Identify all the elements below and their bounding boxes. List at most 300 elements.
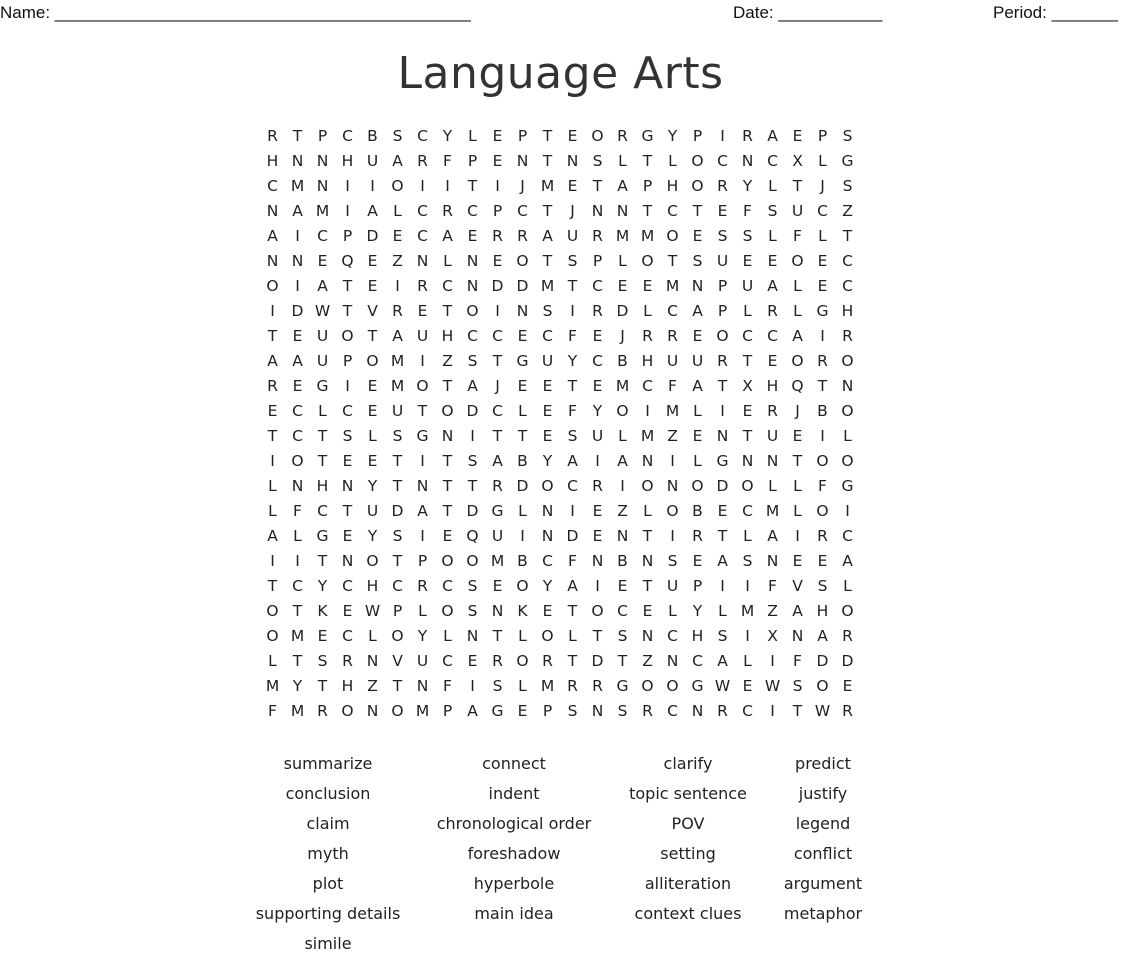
grid-letter: D [466,502,479,520]
grid-row [260,174,860,199]
grid-letter: A [817,627,828,645]
grid-letter: Y [742,177,753,195]
grid-letter: M [640,427,655,445]
grid-letter: S [842,127,853,145]
grid-letter: O [366,552,379,570]
grid-letter: L [743,302,752,320]
grid-letter: B [617,552,628,570]
grid-letter: L [268,477,277,495]
grid-letter: T [342,277,353,295]
grid-letter: E [367,277,378,295]
grid-letter: A [692,302,703,320]
grid-letter: G [316,377,329,395]
grid-letter: G [841,152,854,170]
grid-letter: F [568,327,577,345]
grid-letter: S [717,227,728,245]
grid-letter: I [595,452,600,470]
grid-letter: G [491,702,504,720]
grid-row [260,549,860,574]
grid-letter: C [342,627,353,645]
grid-letter: A [467,702,478,720]
grid-letter: T [617,652,628,670]
grid-row [260,199,860,224]
grid-letter: Z [617,502,628,520]
grid-letter: Y [367,477,378,495]
grid-letter: M [390,352,405,370]
grid-letter: E [617,577,628,595]
grid-letter: N [641,452,654,470]
grid-letter: J [620,327,625,345]
grid-letter: L [518,677,527,695]
grid-letter: C [542,552,553,570]
grid-row [260,349,860,374]
grid-letter: O [816,677,829,695]
grid-letter: N [691,277,704,295]
grid-letter: O [391,702,404,720]
grid-row [260,699,860,724]
grid-letter: S [467,577,478,595]
grid-row [260,624,860,649]
grid-letter: T [392,552,403,570]
grid-letter: S [842,177,853,195]
grid-letter: I [720,577,725,595]
grid-letter: O [266,627,279,645]
grid-letter: O [266,602,279,620]
grid-letter: U [566,227,579,245]
grid-letter: T [692,202,703,220]
grid-letter: T [667,252,678,270]
grid-letter: L [818,227,827,245]
grid-letter: T [792,452,803,470]
grid-letter: O [666,227,679,245]
grid-letter: L [368,427,377,445]
grid-letter: B [817,402,828,420]
grid-letter: T [392,677,403,695]
grid-letter: I [720,402,725,420]
grid-letter: R [817,527,828,545]
grid-letter: R [492,652,503,670]
grid-letter: T [592,627,603,645]
grid-letter: N [516,302,529,320]
grid-letter: M [490,552,505,570]
grid-letter: U [666,577,679,595]
grid-letter: H [441,327,454,345]
grid-letter: C [267,177,278,195]
date-field-label: Date: ___________ [733,3,883,22]
grid-letter: T [317,552,328,570]
grid-letter: E [442,527,453,545]
grid-letter: S [792,677,803,695]
grid-letter: S [617,702,628,720]
grid-letter: H [816,602,829,620]
grid-letter: N [416,477,429,495]
word-list-item: alliteration [644,874,732,893]
grid-letter: B [617,352,628,370]
grid-letter: Z [842,202,853,220]
grid-letter: A [767,527,778,545]
grid-letter: I [820,327,825,345]
grid-letter: A [417,502,428,520]
grid-letter: T [342,502,353,520]
grid-letter: E [592,527,603,545]
grid-letter: S [492,677,503,695]
grid-letter: Y [417,627,428,645]
grid-letter: E [692,327,703,345]
grid-letter: I [570,502,575,520]
grid-letter: N [616,202,629,220]
grid-letter: T [542,152,553,170]
grid-letter: O [691,177,704,195]
grid-letter: C [342,402,353,420]
grid-letter: I [645,402,650,420]
grid-letter: T [442,302,453,320]
grid-letter: E [317,252,328,270]
grid-letter: H [266,152,279,170]
grid-letter: L [618,427,627,445]
grid-letter: B [692,502,703,520]
grid-letter: L [793,302,802,320]
grid-letter: O [691,477,704,495]
grid-letter: E [742,677,753,695]
grid-letter: U [416,327,429,345]
grid-letter: P [542,702,553,720]
grid-letter: T [317,677,328,695]
grid-letter: B [367,127,378,145]
grid-letter: E [792,427,803,445]
grid-letter: E [517,377,528,395]
grid-letter: A [467,377,478,395]
grid-letter: I [420,177,425,195]
grid-letter: R [817,352,828,370]
grid-letter: F [793,227,802,245]
grid-letter: Q [466,527,479,545]
grid-letter: R [317,702,328,720]
word-list-item: myth [307,844,349,863]
grid-letter: M [315,202,330,220]
grid-letter: O [441,552,454,570]
grid-letter: Y [292,677,303,695]
word-list-item: connect [482,754,546,773]
grid-letter: F [568,552,577,570]
grid-letter: M [290,177,305,195]
grid-letter: C [442,577,453,595]
grid-letter: T [717,527,728,545]
grid-letter: P [692,127,703,145]
grid-letter: M [765,502,780,520]
grid-letter: Y [442,127,453,145]
grid-letter: N [791,627,804,645]
grid-letter: W [814,702,831,720]
grid-letter: E [267,402,278,420]
grid-letter: I [520,527,525,545]
grid-letter: O [291,452,304,470]
grid-letter: A [567,577,578,595]
grid-letter: P [692,577,703,595]
grid-letter: I [770,652,775,670]
grid-letter: R [842,702,853,720]
grid-letter: L [268,502,277,520]
grid-letter: O [816,452,829,470]
grid-letter: N [291,152,304,170]
grid-letter: M [615,227,630,245]
grid-letter: O [641,677,654,695]
grid-letter: T [642,202,653,220]
grid-letter: M [540,277,555,295]
grid-letter: R [717,352,728,370]
grid-letter: N [591,202,604,220]
grid-row [260,149,860,174]
grid-letter: T [492,427,503,445]
word-list-item: context clues [634,904,742,923]
grid-letter: T [292,652,303,670]
grid-letter: E [542,377,553,395]
grid-letter: F [743,202,752,220]
grid-letter: S [467,352,478,370]
grid-letter: N [666,477,679,495]
grid-letter: P [592,252,603,270]
grid-letter: H [641,352,654,370]
grid-row [260,249,860,274]
grid-letter: N [416,252,429,270]
grid-letter: I [295,552,300,570]
grid-letter: I [670,527,675,545]
grid-letter: S [817,577,828,595]
grid-letter: I [420,452,425,470]
grid-row [260,474,860,499]
grid-letter: T [792,177,803,195]
grid-letter: L [318,402,327,420]
grid-letter: E [292,377,303,395]
grid-letter: O [541,627,554,645]
grid-letter: R [592,477,603,495]
grid-letter: L [568,627,577,645]
grid-letter: E [692,552,703,570]
grid-letter: L [793,277,802,295]
grid-letter: A [267,227,278,245]
grid-letter: O [541,477,554,495]
grid-letter: C [767,152,778,170]
grid-letter: T [417,402,428,420]
grid-letter: E [392,227,403,245]
grid-letter: E [642,602,653,620]
grid-letter: S [392,527,403,545]
grid-letter: E [467,227,478,245]
grid-letter: C [417,202,428,220]
grid-letter: S [467,452,478,470]
grid-letter: O [791,252,804,270]
grid-letter: U [766,427,779,445]
grid-letter: T [317,427,328,445]
grid-letter: R [492,477,503,495]
grid-letter: L [818,152,827,170]
grid-letter: L [693,452,702,470]
grid-letter: E [367,377,378,395]
grid-letter: I [270,452,275,470]
grid-letter: E [467,652,478,670]
grid-row [260,674,860,699]
grid-letter: A [442,227,453,245]
grid-letter: P [642,177,653,195]
grid-letter: C [442,277,453,295]
grid-letter: E [492,152,503,170]
grid-letter: M [290,702,305,720]
grid-letter: E [817,277,828,295]
grid-letter: X [742,377,753,395]
grid-letter: C [292,402,303,420]
grid-letter: C [592,352,603,370]
grid-letter: O [841,602,854,620]
grid-letter: S [567,252,578,270]
grid-letter: I [470,427,475,445]
grid-letter: E [517,327,528,345]
grid-letter: P [317,127,328,145]
grid-letter: T [492,627,503,645]
grid-letter: T [517,427,528,445]
grid-letter: M [265,677,280,695]
grid-letter: O [841,352,854,370]
grid-row [260,449,860,474]
grid-letter: U [541,352,554,370]
grid-letter: C [417,227,428,245]
word-list-item: legend [795,814,851,833]
grid-letter: N [541,502,554,520]
grid-letter: H [316,477,329,495]
grid-letter: P [467,152,478,170]
grid-letter: E [792,552,803,570]
grid-letter: H [341,677,354,695]
grid-letter: O [516,652,529,670]
grid-letter: O [841,452,854,470]
grid-letter: L [643,302,652,320]
grid-letter: C [567,477,578,495]
grid-letter: O [666,502,679,520]
grid-letter: O [641,252,654,270]
grid-letter: A [792,602,803,620]
grid-letter: N [341,552,354,570]
grid-letter: T [442,452,453,470]
grid-letter: I [770,702,775,720]
grid-letter: L [393,202,402,220]
grid-letter: P [717,277,728,295]
grid-letter: L [643,502,652,520]
grid-letter: F [768,577,777,595]
grid-letter: T [267,577,278,595]
grid-letter: G [416,427,429,445]
grid-letter: E [717,202,728,220]
grid-letter: C [667,702,678,720]
grid-letter: N [366,702,379,720]
grid-letter: J [795,402,800,420]
grid-letter: O [591,602,604,620]
grid-letter: L [443,627,452,645]
grid-letter: T [567,652,578,670]
grid-row [260,399,860,424]
grid-letter: L [768,227,777,245]
grid-letter: A [617,452,628,470]
grid-letter: S [692,252,703,270]
grid-letter: M [540,677,555,695]
grid-letter: I [345,377,350,395]
grid-letter: U [391,402,404,420]
word-list-item: conflict [793,844,853,863]
grid-letter: C [842,252,853,270]
grid-letter: T [467,477,478,495]
grid-letter: O [641,477,654,495]
grid-row [260,124,860,149]
grid-letter: S [742,552,753,570]
grid-letter: R [542,652,553,670]
grid-letter: D [516,477,529,495]
grid-letter: T [642,577,653,595]
grid-letter: I [670,452,675,470]
grid-letter: U [366,502,379,520]
grid-letter: E [692,427,703,445]
grid-letter: M [665,402,680,420]
grid-letter: E [292,327,303,345]
grid-letter: W [764,677,781,695]
grid-letter: N [516,152,529,170]
grid-letter: J [570,202,575,220]
grid-letter: C [692,652,703,670]
word-list-item: setting [660,844,716,863]
grid-letter: R [742,127,753,145]
grid-letter: S [742,227,753,245]
grid-letter: X [792,152,803,170]
grid-letter: E [342,452,353,470]
grid-letter: C [817,202,828,220]
grid-letter: L [468,127,477,145]
grid-letter: E [842,677,853,695]
word-list-item: claim [306,814,350,833]
grid-letter: E [817,552,828,570]
grid-letter: H [766,377,779,395]
grid-letter: N [366,652,379,670]
grid-letter: L [268,652,277,670]
grid-letter: I [395,277,400,295]
grid-letter: N [841,377,854,395]
word-search-grid [260,124,860,724]
grid-letter: G [641,127,654,145]
grid-letter: R [417,277,428,295]
grid-letter: R [417,152,428,170]
grid-letter: Y [367,527,378,545]
grid-letter: A [767,127,778,145]
grid-letter: G [491,502,504,520]
grid-letter: E [367,252,378,270]
grid-letter: C [317,227,328,245]
grid-letter: O [341,702,354,720]
grid-letter: D [841,652,854,670]
grid-letter: F [443,677,452,695]
grid-letter: C [742,327,753,345]
grid-letter: C [492,327,503,345]
grid-letter: E [542,427,553,445]
grid-letter: F [793,652,802,670]
grid-letter: L [793,502,802,520]
grid-letter: F [268,702,277,720]
grid-letter: A [292,202,303,220]
grid-letter: I [420,527,425,545]
grid-letter: O [441,602,454,620]
grid-letter: L [518,402,527,420]
grid-letter: O [791,352,804,370]
grid-letter: U [316,352,329,370]
grid-letter: E [492,127,503,145]
grid-letter: O [691,152,704,170]
grid-letter: P [717,302,728,320]
grid-letter: S [317,652,328,670]
grid-letter: I [445,177,450,195]
